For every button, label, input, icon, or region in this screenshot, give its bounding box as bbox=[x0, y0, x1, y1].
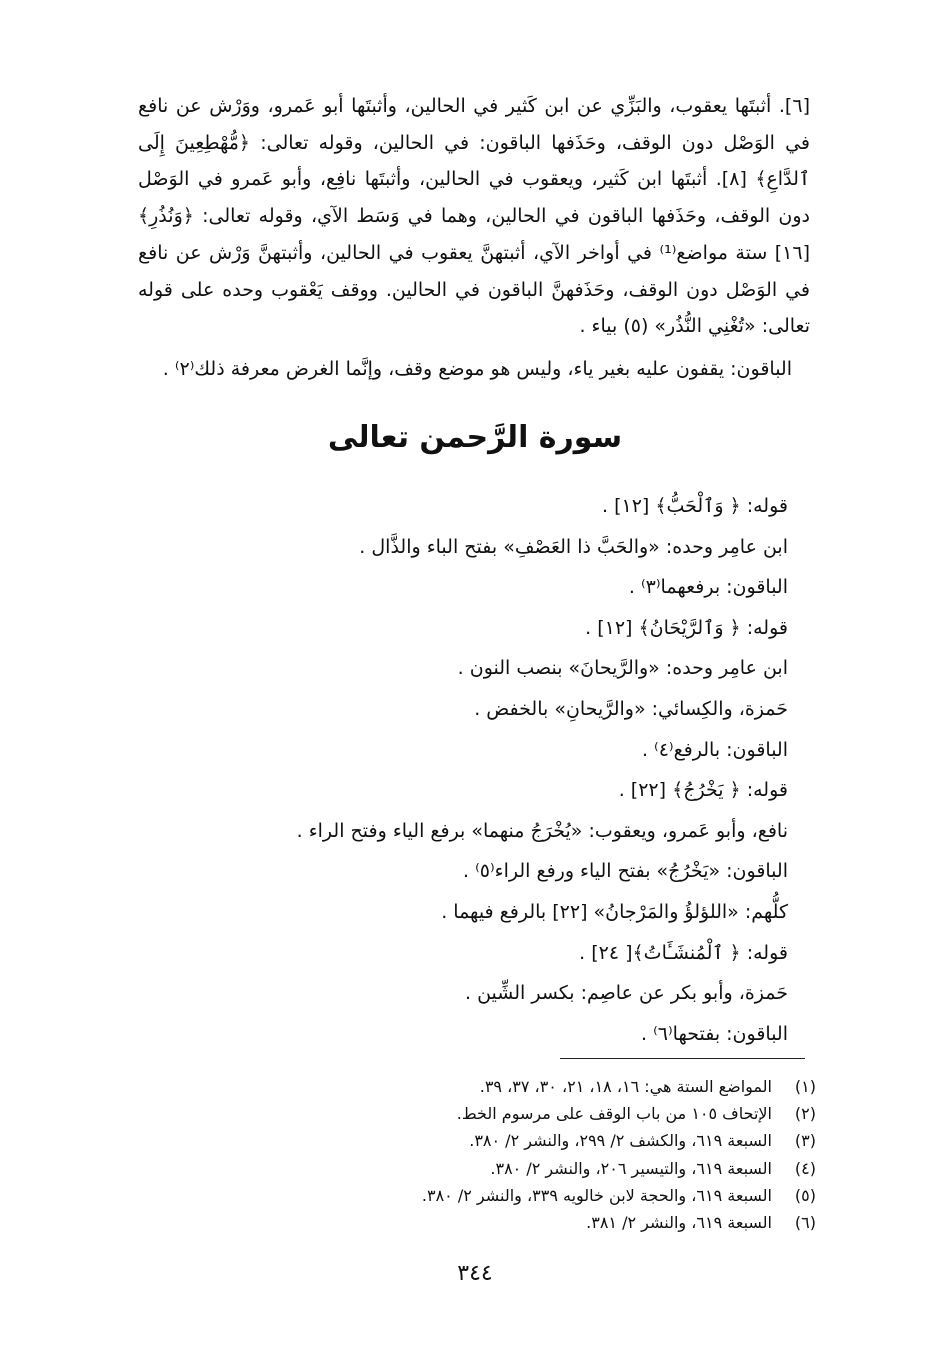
footnote-separator bbox=[560, 1058, 805, 1059]
footnote-text: السبعة ٦١٩، والنشر ٢/ ٣٨١. bbox=[586, 1212, 772, 1232]
footnote-item bbox=[136, 1182, 816, 1209]
text-line: كلُّهم: «اللؤلؤُ والمَرْجانُ» [٢٢] بالرفع فيهما . bbox=[441, 900, 788, 923]
text-line: ابن عامِر وحده: «والرَّيحانَ» بنصب النون . bbox=[457, 657, 788, 680]
text-line: قوله: ﴿ يَخْرُجُ﴾ [٢٢] . bbox=[618, 779, 788, 802]
text-line: حَمزة، والكِسائي: «والرَّيحانِ» بالخفض . bbox=[474, 697, 788, 720]
text-line: قوله: ﴿ وَٱلرَّيْحَانُ﴾ [١٢] . bbox=[585, 616, 788, 639]
intro-closing-line: الباقون: يقفون عليه بغير ياء، وليس هو موضع وقف، وإنَّما الغرض معرفة ذلك⁽٢⁾ . bbox=[162, 357, 792, 380]
footnote-number: (٦) bbox=[794, 1212, 816, 1232]
footnote-number: (٤) bbox=[794, 1158, 816, 1178]
text-line: ابن عامِر وحده: «والحَبَّ ذا العَصْفِ» بفتح الباء والذَّال . bbox=[359, 535, 788, 558]
footnote-text: السبعة ٦١٩، والتيسير ٢٠٦، والنشر ٢/ ٣٨٠. bbox=[490, 1158, 772, 1178]
text-line: قوله: ﴿ ٱلْمُنشَـَٔاتُ﴾[ ٢٤] . bbox=[579, 941, 788, 964]
footnote-number: (١) bbox=[794, 1077, 816, 1096]
footnotes-list bbox=[136, 1073, 816, 1236]
intro-paragraph: [٦]. أثبتَها يعقوب، والبَزِّي عن ابن كَثير في الحالين، وأثبتَها أبو عَمرو، ووَرْش عن نافع في الوَصْل دون الوقف، وحَذَفها الباقون: في الحالين، وقوله تعالى: ﴿مُّهْطِعِينَ إِلَى ٱلدَّاعِ﴾ [٨]. أثبتَها ابن كَثير، ويعقوب في الحالين، وأثبتَها نافِع، وأبو عَمرو في الوَصْل دون الوقف، وحَذَفها الباقون في الحالين، وهما في وَسَط الآي، وقوله تعالى: ﴿وَنُذُرِ﴾ [١٦] ستة مواضع⁽¹⁾ في أواخر الآي، أثبتهنَّ يعقوب في الحالين، وأثبتهنَّ وَرْش عن نافع في الوَصْل دون الوقف، وحَذَفهنَّ الباقون في الحالين. ووقف يَعْقوب وحده على قوله تعالى: «تُغْنِي النُّذُر» (٥) بياء . bbox=[138, 95, 810, 338]
text-line: الباقون: بفتحها⁽٦⁾ . bbox=[641, 1022, 788, 1045]
footnote-item bbox=[136, 1127, 816, 1154]
footnote-item bbox=[136, 1073, 816, 1100]
footnote-item bbox=[136, 1100, 816, 1127]
surah-title: سورة الرَّحمن تعالى bbox=[327, 420, 623, 455]
footnote-text: السبعة ٦١٩، والحجة لابن خالويه ٣٣٩، والنشر ٢/ ٣٨٠. bbox=[421, 1185, 772, 1205]
footnote-number: (٥) bbox=[794, 1185, 816, 1205]
text-line: الباقون: بالرفع⁽٤⁾ . bbox=[641, 738, 788, 761]
continued-section bbox=[138, 88, 810, 387]
text-line: نافع، وأبو عَمرو، ويعقوب: «يُخْرَجُ منهما» برفع الياء وفتح الراء . bbox=[296, 819, 788, 842]
footnote-text: السبعة ٦١٩، والكشف ٢/ ٢٩٩، والنشر ٢/ ٣٨٠. bbox=[469, 1131, 772, 1151]
footnote-text: المواضع الستة هي: ١٦، ١٨، ٢١، ٣٠، ٣٧، ٣٩. bbox=[479, 1077, 772, 1096]
text-line: الباقون: برفعهما⁽٣⁾ . bbox=[628, 576, 788, 599]
footnote-item bbox=[136, 1155, 816, 1182]
text-line: قوله: ﴿ وَٱلْحَبُّ﴾ [١٢] . bbox=[601, 495, 788, 517]
footnote-item bbox=[136, 1209, 816, 1236]
footnote-text: الإتحاف ١٠٥ من باب الوقف على مرسوم الخط. bbox=[456, 1104, 772, 1124]
text-line: حَمزة، وأبو بكر عن عاصِم: بكسر الشِّين . bbox=[465, 982, 788, 1005]
text-line: الباقون: «يَخْرُجُ» بفتح الياء ورفع الراء⁽٥⁾ . bbox=[463, 860, 788, 883]
page-number: ٣٤٤ bbox=[457, 1261, 493, 1286]
readings-list bbox=[138, 486, 788, 1054]
footnote-number: (٢) bbox=[794, 1104, 816, 1124]
footnote-number: (٣) bbox=[794, 1131, 816, 1151]
